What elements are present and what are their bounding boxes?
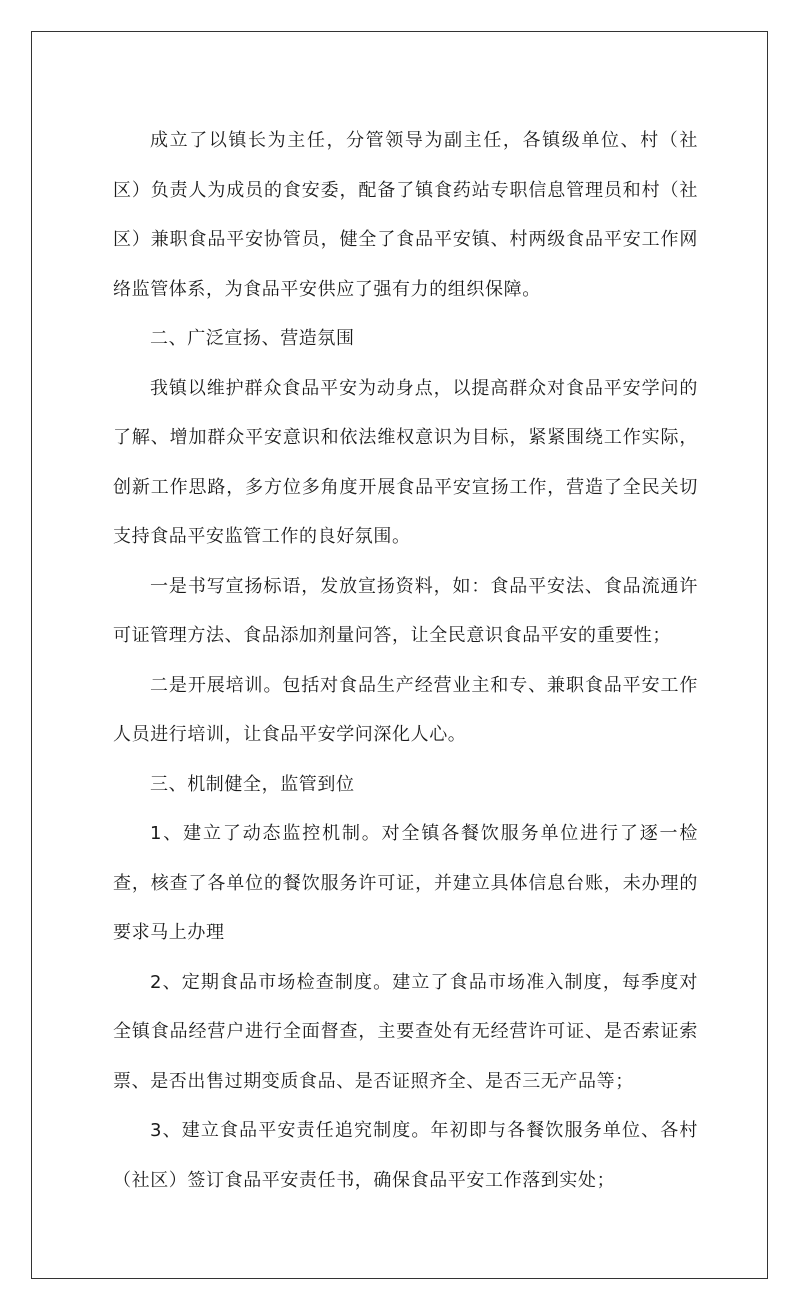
- section-heading-publicity: 二、广泛宣扬、营造氛围: [150, 328, 355, 349]
- document-body: [113, 116, 698, 1205]
- section-heading-mechanism: 三、机制健全，监管到位: [150, 773, 355, 795]
- paragraph-slogans: 一是书写宣扬标语，发放宣扬资料，如：食品平安法、食品流通许可证管理方法、食品添加剂量问答，让全民意识食品平安的重要性；: [113, 575, 698, 646]
- paragraph-publicity: 我镇以维护群众食品平安为动身点，以提高群众对食品平安学问的了解、增加群众平安意识和依法维权意识为目标，紧紧围绕工作实际，创新工作思路，多方位多角度开展食品平安宣扬工作，营造了全民关切支持食品平安监管工作的良好氛围。: [113, 377, 698, 547]
- paragraph-accountability: 3、建立食品平安责任追究制度。年初即与各餐饮服务单位、各村（社区）签订食品平安责任书，确保食品平安工作落到实处；: [113, 1120, 698, 1191]
- paragraph-training: 二是开展培训。包括对食品生产经营业主和专、兼职食品平安工作人员进行培训，让食品平安学问深化人心。: [113, 674, 698, 745]
- paragraph-organization: 成立了以镇长为主任，分管领导为副主任，各镇级单位、村（社区）负责人为成员的食安委，配备了镇食药站专职信息管理员和村（社区）兼职食品平安协管员，健全了食品平安镇、村两级食品平安工作网络监管体系，为食品平安供应了强有力的组织保障。: [113, 130, 698, 300]
- paragraph-dynamic-monitoring: 1、建立了动态监控机制。对全镇各餐饮服务单位进行了逐一检查，核查了各单位的餐饮服务许可证，并建立具体信息台账，未办理的要求马上办理: [113, 823, 698, 943]
- paragraph-market-inspection: 2、定期食品市场检查制度。建立了食品市场准入制度，每季度对全镇食品经营户进行全面督查，主要查处有无经营许可证、是否索证索票、是否出售过期变质食品、是否证照齐全、是否三无产品等；: [113, 971, 698, 1092]
